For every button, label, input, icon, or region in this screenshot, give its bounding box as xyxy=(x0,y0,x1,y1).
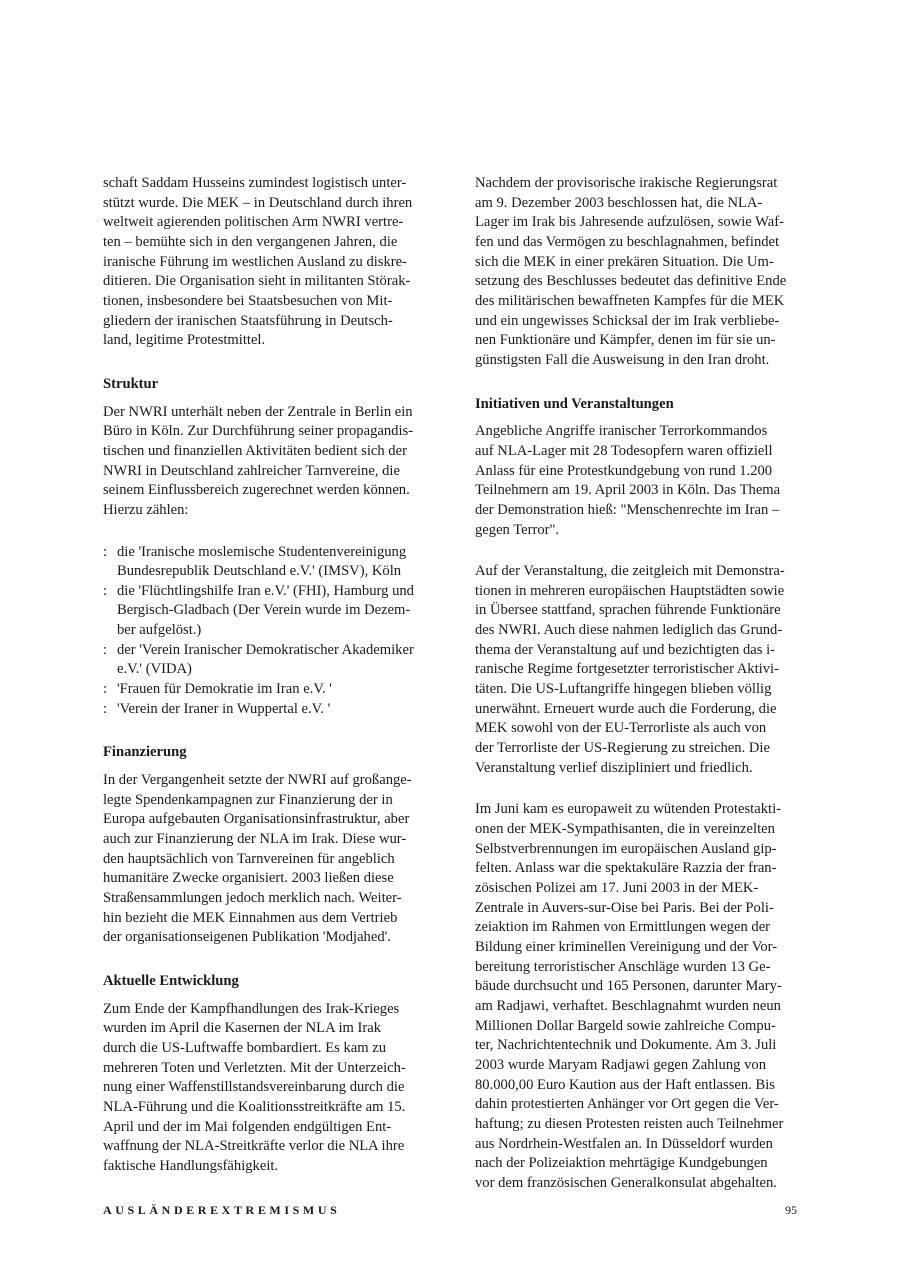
text-line: Im Juni kam es europaweit zu wütenden Protestakti- xyxy=(475,801,781,818)
text-line: Angebliche Angriffe iranischer Terrorkommandos xyxy=(475,423,768,440)
intro-paragraph xyxy=(103,174,428,351)
list-item-line: Bundesrepublik Deutschland e.V.' (IMSV), Köln xyxy=(117,563,402,580)
text-line: ditieren. Die Organisation sieht in militanten Störak- xyxy=(103,273,411,290)
list-item-line: der 'Verein Iranischer Demokratischer Akademiker xyxy=(117,641,414,658)
text-line: ranische Regime fortgesetzter terroristischer Aktivi- xyxy=(475,661,779,678)
text-line: in Übersee stattfand, sprachen führende Funktionäre xyxy=(475,602,781,619)
text-line: dahin protestierten Anhänger vor Ort gegen die Ver- xyxy=(475,1096,779,1113)
text-line: nen Funktionäre und Kämpfer, denen im für sie un- xyxy=(475,332,776,349)
text-line: Teilnehmern am 19. April 2003 in Köln. Das Thema xyxy=(475,482,781,499)
list-item-line: Bergisch-Gladbach (Der Verein wurde im Dezem- xyxy=(117,602,411,619)
text-line: Millionen Dollar Bargeld sowie zahlreiche Compu- xyxy=(475,1017,776,1034)
text-line: sich die MEK in einer prekären Situation. Die Um- xyxy=(475,253,774,270)
text-line: am Radjawi, verhaftet. Beschlagnahmt wurden neun xyxy=(475,997,781,1014)
text-line: weltweit agierenden politischen Arm NWRI vertre- xyxy=(103,214,404,231)
list-bullet: : xyxy=(103,582,108,599)
juni-protest-paragraph xyxy=(475,800,800,1193)
left-column xyxy=(103,174,428,1177)
text-line: tionen in mehreren europäischen Hauptstädten sowie xyxy=(475,582,785,599)
struktur-paragraph xyxy=(103,403,428,521)
text-line: Zum Ende der Kampfhandlungen des Irak-Krieges xyxy=(103,1000,400,1017)
text-line: wurden im April die Kasernen der NLA im Irak xyxy=(103,1020,382,1037)
text-line: Lager im Irak bis Jahresende aufzulösen, sowie Waf- xyxy=(475,214,784,231)
text-line: MEK sowohl von der EU-Terrorliste als auch von xyxy=(475,720,767,737)
text-line: Europa aufgebauten Organisationsinfrastruktur, aber xyxy=(103,811,410,828)
text-line: Der NWRI unterhält neben der Zentrale in Berlin ein xyxy=(103,403,413,420)
text-line: In der Vergangenheit setzte der NWRI auf großange- xyxy=(103,772,412,789)
text-line: seinem Einflussbereich zugerechnet werden können. xyxy=(103,482,410,499)
text-line: ten – bemühte sich in den vergangenen Jahren, die xyxy=(103,233,398,250)
list-item-line: e.V.' (VIDA) xyxy=(117,661,192,678)
regierungsrat-paragraph xyxy=(475,174,800,371)
text-line: und ein ungewisses Schicksal der im Irak verbliebe- xyxy=(475,312,780,329)
text-line: tionen, insbesondere bei Staatsbesuchen von Mit- xyxy=(103,292,393,309)
list-item xyxy=(103,543,428,582)
entwicklung-heading: Aktuelle Entwicklung xyxy=(103,972,239,989)
text-line: iranische Führung im westlichen Ausland zu diskre- xyxy=(103,253,407,270)
entwicklung-paragraph xyxy=(103,1000,428,1177)
list-item-line: 'Verein der Iraner in Wuppertal e.V. ' xyxy=(117,700,331,717)
text-line: der Demonstration hieß: "Menschenrechte im Iran – xyxy=(475,501,780,518)
text-line: humanitäre Zwecke organisiert. 2003 ließen diese xyxy=(103,870,394,887)
list-item-line: die 'Iranische moslemische Studentenvereinigung xyxy=(117,543,407,560)
text-line: gegen Terror". xyxy=(475,521,560,538)
text-line: auf NLA-Lager mit 28 Todesopfern waren offiziell xyxy=(475,442,773,459)
list-item-line: 'Frauen für Demokratie im Iran e.V. ' xyxy=(117,681,332,698)
text-line: der organisationseigenen Publikation 'Modjahed'. xyxy=(103,929,391,946)
text-line: onen der MEK-Sympathisanten, die in vereinzelten xyxy=(475,821,775,838)
text-line: unerwähnt. Erneuert wurde auch die Forderung, die xyxy=(475,700,777,717)
veranstaltung-paragraph xyxy=(475,562,800,778)
text-line: Anlass für eine Protestkundgebung von rund 1.200 xyxy=(475,462,773,479)
text-line: NLA-Führung und die Koalitionsstreitkräfte am 15. xyxy=(103,1098,406,1115)
list-item-line: ber aufgelöst.) xyxy=(117,622,202,639)
text-line: ter, Nachrichtentechnik und Dokumente. Am 3. Juli xyxy=(475,1037,777,1054)
protestkundgebung-paragraph xyxy=(475,422,800,540)
text-line: waffnung der NLA-Streitkräfte verlor die NLA ihre xyxy=(103,1138,405,1155)
footer-section-title: AUSLÄNDEREXTREMISMUS xyxy=(103,1203,341,1217)
text-line: den hauptsächlich von Tarnvereinen für angeblich xyxy=(103,850,395,867)
text-line: der Terrorliste der US-Regierung zu streichen. Die xyxy=(475,740,770,757)
finanzierung-heading: Finanzierung xyxy=(103,744,187,761)
text-line: Büro in Köln. Zur Durchführung seiner propagandis- xyxy=(103,423,414,440)
list-bullet: : xyxy=(103,681,108,698)
text-line: auch zur Finanzierung der NLA im Irak. Diese wur- xyxy=(103,831,407,848)
text-line: Selbstverbrennungen im europäischen Ausland gip- xyxy=(475,840,777,857)
list-bullet: : xyxy=(103,641,108,658)
text-line: bereitung terroristischer Anschläge wurden 13 Ge- xyxy=(475,958,771,975)
tarnvereine-list xyxy=(103,543,428,720)
list-item xyxy=(103,641,428,680)
list-bullet: : xyxy=(103,700,108,717)
text-line: land, legitime Protestmittel. xyxy=(103,332,266,349)
text-line: stützt wurde. Die MEK – in Deutschland durch ihren xyxy=(103,194,413,211)
list-bullet: : xyxy=(103,543,108,560)
text-line: haftung; zu diesen Protesten reisten auch Teilnehmer xyxy=(475,1115,784,1132)
list-item xyxy=(103,700,428,720)
list-item-line: die 'Flüchtlingshilfe Iran e.V.' (FHI), Hamburg und xyxy=(117,582,414,599)
text-line: thema der Veranstaltung auf und bezichtigten das i- xyxy=(475,641,776,658)
text-line: mehreren Toten und Verletzten. Mit der Unterzeich- xyxy=(103,1059,406,1076)
right-column xyxy=(475,174,800,1194)
text-line: fen und das Vermögen zu beschlagnahmen, befindet xyxy=(475,233,780,250)
text-line: gliedern der iranischen Staatsführung in Deutsch- xyxy=(103,312,393,329)
text-line: aus Nordrhein-Westfalen an. In Düsseldorf wurden xyxy=(475,1135,773,1152)
text-line: zösischen Polizei am 17. Juni 2003 in der MEK- xyxy=(475,880,759,896)
text-line: 2003 wurde Maryam Radjawi gegen Zahlung von xyxy=(475,1056,766,1073)
page-number: 95 xyxy=(785,1203,797,1217)
text-line: Bildung einer kriminellen Vereinigung und der Vor- xyxy=(475,938,778,955)
text-line: 80.000,00 Euro Kaution aus der Haft entlassen. Bis xyxy=(475,1076,775,1093)
text-line: legte Spendenkampagnen zur Finanzierung der in xyxy=(103,791,393,808)
text-line: tischen und finanziellen Aktivitäten bedient sich der xyxy=(103,442,407,459)
text-line: Zentrale in Auvers-sur-Oise bei Paris. Bei der Poli- xyxy=(475,899,774,916)
text-line: Straßensammlungen jedoch merklich nach. Weiter- xyxy=(103,890,402,906)
text-line: günstigsten Fall die Ausweisung in den Iran droht. xyxy=(475,351,770,368)
text-line: zeiaktion im Rahmen von Ermittlungen wegen der xyxy=(475,919,771,936)
text-line: des militärischen bewaffneten Kampfes für die MEK xyxy=(475,292,785,309)
text-line: am 9. Dezember 2003 beschlossen hat, die NLA- xyxy=(475,194,763,211)
list-item xyxy=(103,582,428,641)
text-line: setzung des Beschlusses bedeutet das definitive Ende xyxy=(475,273,787,290)
text-line: bäude durchsucht und 165 Personen, darunter Mary- xyxy=(475,978,782,995)
text-line: felten. Anlass war die spektakuläre Razzia der fran- xyxy=(475,860,777,877)
text-line: nung einer Waffenstillstandsvereinbarung durch die xyxy=(103,1079,405,1096)
struktur-heading: Struktur xyxy=(103,375,159,392)
finanzierung-paragraph xyxy=(103,771,428,948)
text-line: Auf der Veranstaltung, die zeitgleich mit Demonstra- xyxy=(475,563,785,580)
text-line: durch die US-Luftwaffe bombardiert. Es kam zu xyxy=(103,1039,387,1056)
text-line: Veranstaltung verlief diszipliniert und friedlich. xyxy=(475,759,753,776)
text-line: NWRI in Deutschland zahlreicher Tarnvereine, die xyxy=(103,462,400,479)
text-line: schaft Saddam Husseins zumindest logistisch unter- xyxy=(103,175,407,191)
text-line: vor dem französischen Generalkonsulat abgehalten. xyxy=(475,1174,777,1191)
text-line: nach der Polizeiaktion mehrtägige Kundgebungen xyxy=(475,1155,768,1172)
text-line: April und der im Mai folgenden endgültigen Ent- xyxy=(103,1118,392,1135)
text-line: täten. Die US-Luftangriffe hingegen blieben völlig xyxy=(475,681,772,698)
text-line: hin bezieht die MEK Einnahmen aus dem Vertrieb xyxy=(103,909,398,926)
text-line: Nachdem der provisorische irakische Regierungsrat xyxy=(475,175,778,191)
text-line: Hierzu zählen: xyxy=(103,501,189,518)
text-line: des NWRI. Auch diese nahmen lediglich das Grund- xyxy=(475,622,783,639)
list-item xyxy=(103,680,428,700)
initiativen-heading: Initiativen und Veranstaltungen xyxy=(475,395,674,412)
text-line: faktische Handlungsfähigkeit. xyxy=(103,1157,279,1174)
